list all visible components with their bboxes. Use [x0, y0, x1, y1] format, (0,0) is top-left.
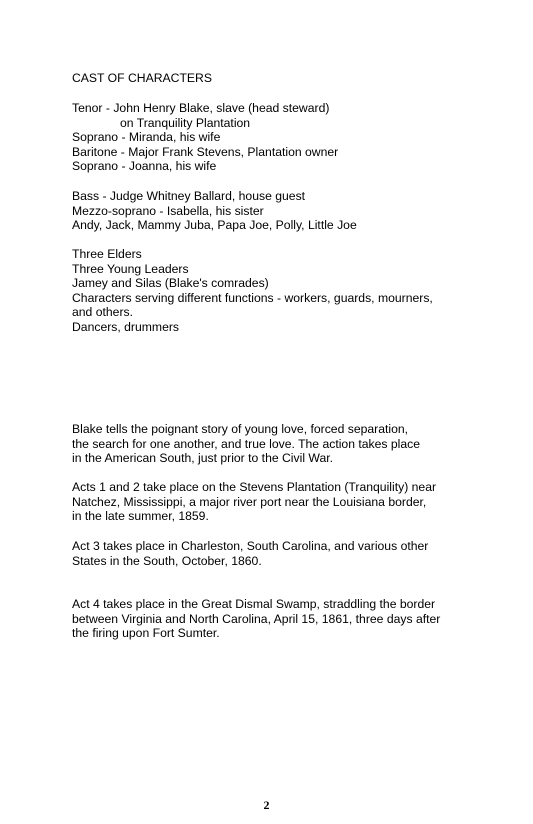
cast-line: Characters serving different functions - workers, guards, mourners, — [72, 290, 433, 305]
cast-line: Baritone - Major Frank Stevens, Plantation owner — [72, 144, 339, 159]
cast-line: Three Young Leaders — [72, 261, 189, 276]
synopsis-line: Natchez, Mississippi, a major river port near the Louisiana border, — [72, 494, 427, 509]
synopsis-paragraph-act-4 — [72, 597, 512, 641]
page-number: 2 — [263, 798, 270, 812]
synopsis-line: States in the South, October, 1860. — [72, 553, 262, 568]
cast-line: Dancers, drummers — [72, 319, 180, 334]
synopsis-line: Act 4 takes place in the Great Dismal Swamp, straddling the border — [72, 597, 436, 611]
cast-line: and others. — [72, 305, 133, 320]
synopsis-paragraph-act-3 — [72, 539, 512, 568]
cast-line-continuation: on Tranquility Plantation — [120, 115, 251, 130]
cast-heading-block — [72, 71, 512, 86]
synopsis-paragraph-acts-1-2 — [72, 480, 512, 524]
cast-line: Mezzo-soprano - Isabella, his sister — [72, 203, 264, 218]
cast-line: Jamey and Silas (Blake's comrades) — [72, 276, 269, 291]
cast-heading: CAST OF CHARACTERS — [72, 71, 212, 85]
synopsis-line: the firing upon Fort Sumter. — [72, 626, 220, 641]
cast-line: Andy, Jack, Mammy Juba, Papa Joe, Polly, Little Joe — [72, 218, 357, 233]
synopsis-line: between Virginia and North Carolina, April 15, 1861, three days after — [72, 611, 441, 626]
cast-line: Tenor - John Henry Blake, slave (head steward) — [72, 101, 330, 115]
synopsis-line: in the American South, just prior to the Civil War. — [72, 451, 334, 466]
cast-line: Bass - Judge Whitney Ballard, house guest — [72, 189, 306, 203]
cast-line: Three Elders — [72, 247, 142, 261]
synopsis-paragraph-intro — [72, 422, 512, 466]
cast-line: Soprano - Joanna, his wife — [72, 159, 217, 174]
synopsis-line: the search for one another, and true love. The action takes place — [72, 436, 421, 451]
synopsis-line: Act 3 takes place in Charleston, South Carolina, and various other — [72, 539, 429, 553]
cast-ensemble-roles — [72, 247, 512, 335]
cast-principal-roles — [72, 101, 512, 174]
synopsis-line: Acts 1 and 2 take place on the Stevens Plantation (Tranquility) near — [72, 480, 437, 494]
cast-line: Soprano - Miranda, his wife — [72, 130, 221, 145]
synopsis-line: Blake tells the poignant story of young love, forced separation, — [72, 422, 409, 436]
cast-secondary-roles — [72, 189, 512, 233]
synopsis-line: in the late summer, 1859. — [72, 509, 209, 524]
